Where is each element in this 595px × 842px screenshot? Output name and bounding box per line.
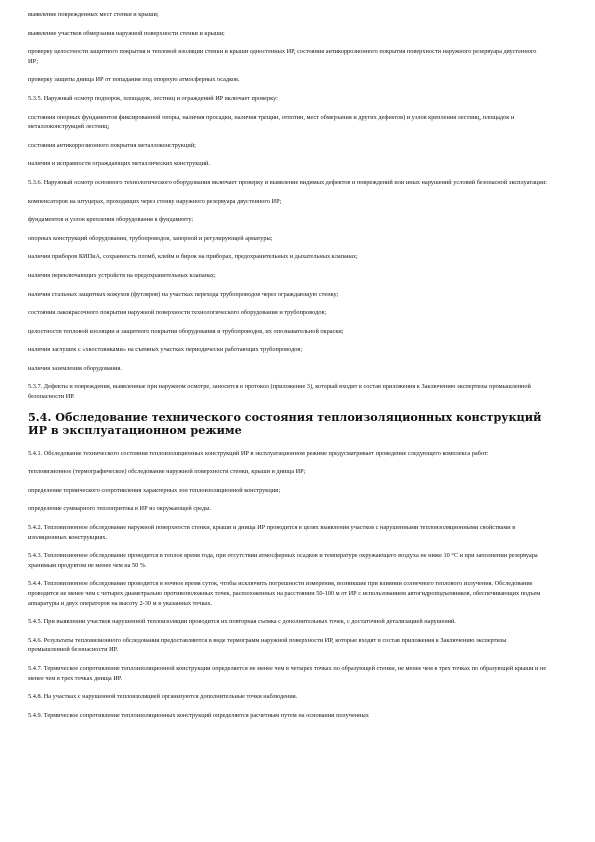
section-heading: 5.4. Обследование технического состояния теплоизоляционных конструкций ИР в эксплуатационном режиме [28, 409, 542, 437]
paragraph: выявление поврежденных мест стенки и крыши; [28, 11, 159, 18]
paragraph: 5.4.9. Термическое сопротивление теплоизоляционных конструкций определяется расчетным путем на основании полученных [28, 711, 369, 719]
paragraph: 5.4.7. Термическое сопротивление теплоизоляционной конструкции определяется не менее чем в четырех точках по образующей стенки, не менее чем в трех точках по образующей крыши и не менее чем в трех точках днища ИР. [28, 664, 547, 682]
paragraph: наличия заземления оборудования. [28, 364, 123, 372]
paragraph: наличия переключающих устройств на предохранительных клапанах; [28, 271, 216, 279]
paragraph: тепловизионное (термографическое) обследование наружной поверхности стенки, крыши и днища ИР; [28, 468, 306, 476]
paragraph: наличия заглушек с «хвостовиками» на съемных участках периодически работающих трубопроводов; [28, 346, 303, 354]
paragraph: проверку целостности защитного покрытия и тепловой изоляции стенки и крыши одностенных ИР, состояния антикоррозионного покрытия поверхности наружного резервуара двустенного ИР; [28, 48, 537, 65]
paragraph: компенсаторов на штуцерах, проходящих через стенку наружного резервуара двустенного ИР; [28, 197, 282, 205]
paragraph: фундаментов и узлов крепления оборудования к фундаменту; [28, 216, 194, 224]
paragraph: 5.3.5. Наружный осмотр подпорок, площадок, лестниц и ограждений ИР включает проверку: [28, 94, 278, 102]
paragraph: определение суммарного теплопритока в ИР из окружающей среды. [28, 505, 212, 513]
paragraph: состояния лакокрасочного покрытия наружной поверхности технологического оборудования и трубопроводов; [28, 309, 327, 317]
paragraph: проверку защиты днища ИР от попадания под опорную атмосферных осадков. [28, 76, 240, 84]
paragraph: 5.3.6. Наружный осмотр основного технологического оборудования включает проверку и выявление видимых дефектов и повреждений или иных нарушений условий безопасной эксплуатации: [28, 178, 547, 186]
section-bottom [28, 449, 547, 721]
paragraph: наличия и исправности ограждающих металлических конструкций. [28, 160, 210, 168]
paragraph: 5.4.8. На участках с нарушенной теплоизоляцией организуются дополнительные точки наблюдения. [28, 693, 298, 701]
paragraph: 5.4.4. Тепловизионное обследование проводится в ночное время суток, чтобы исключить погрешности измерения, возникшие при влиянии солнечного теплового излучения. Обследование проводится не менее чем с четырех диаметрально противоположных точек, расположенных на расстоянии 50-100 м от ИР с использованием автогидроподъемников, обеспечивающих подъем аппаратуры и двух операторов на высоту 2-30 м в указанных точках. [28, 580, 541, 607]
paragraph: 5.4.2. Тепловизионное обследование наружной поверхности стенки, крыши и днища ИР проводится в целях выявления участков с нарушенными теплоизоляционными свойствами в изоляционных конструкциях. [28, 524, 516, 541]
section-top [28, 10, 547, 402]
paragraph: выявление участков обмерзания наружной поверхности стенки и крыши; [28, 29, 225, 37]
paragraph: определение термического сопротивления характерных зон теплоизоляционной конструкции; [28, 486, 281, 494]
paragraph: состояния антикоррозионного покрытия металлоконструкций; [28, 141, 196, 149]
paragraph: 5.3.7. Дефекты и повреждения, выявленные при наружном осмотре, заносятся в протокол (приложение 3), который входит в состав приложения к Заключению экспертизы промышленной безопасности ИР. [28, 383, 531, 401]
paragraph: наличия приборов КИПиА, сохранность пломб, клейм и бирок на приборах, предохранительных и дыхательных клапанах; [28, 253, 358, 261]
paragraph: 5.4.6. Результаты тепловизионного обследования предоставляются в виде термограмм наружной поверхности ИР, которые входят в состав приложения к Заключению экспертизы промышленной безопасности ИР. [28, 636, 507, 654]
paragraph: опорных конструкций оборудования, трубопроводов, запорной и регулирующей арматуры; [28, 234, 273, 242]
paragraph: состояния опорных фундаментов фиксированной опоры, наличия просадки, наличия трещин, отпотин, мест обмерзания и других дефектов) и узлов крепления лестниц, площадок и металлоконструкций лестниц; [28, 113, 515, 131]
paragraph: 5.4.3. Тепловизионное обследование проводится в теплое время года, при отсутствии атмосферных осадков и температуре окружающего воздуха не ниже 10 °С и при заполнении резервуара хранимым продуктом не менее чем на 50 %. [28, 552, 538, 569]
paragraph: 5.4.5. При выявлении участков нарушенной теплоизоляции проводится их повторная съемка с дополнительных точек, с достаточной детализацией нарушений. [28, 618, 456, 626]
paragraph: целостности тепловой изоляции и защитного покрытия оборудования и трубопроводов, их опознавательной окраски; [28, 327, 344, 335]
paragraph: наличия стальных защитных кожухов (футляров) на участках перехода трубопроводов через ограждающую стенку; [28, 290, 339, 298]
paragraph: 5.4.1. Обследование технического состояния теплоизоляционных конструкций ИР в эксплуатационном режиме предусматривает проведение следующего комплекса работ: [28, 449, 489, 457]
